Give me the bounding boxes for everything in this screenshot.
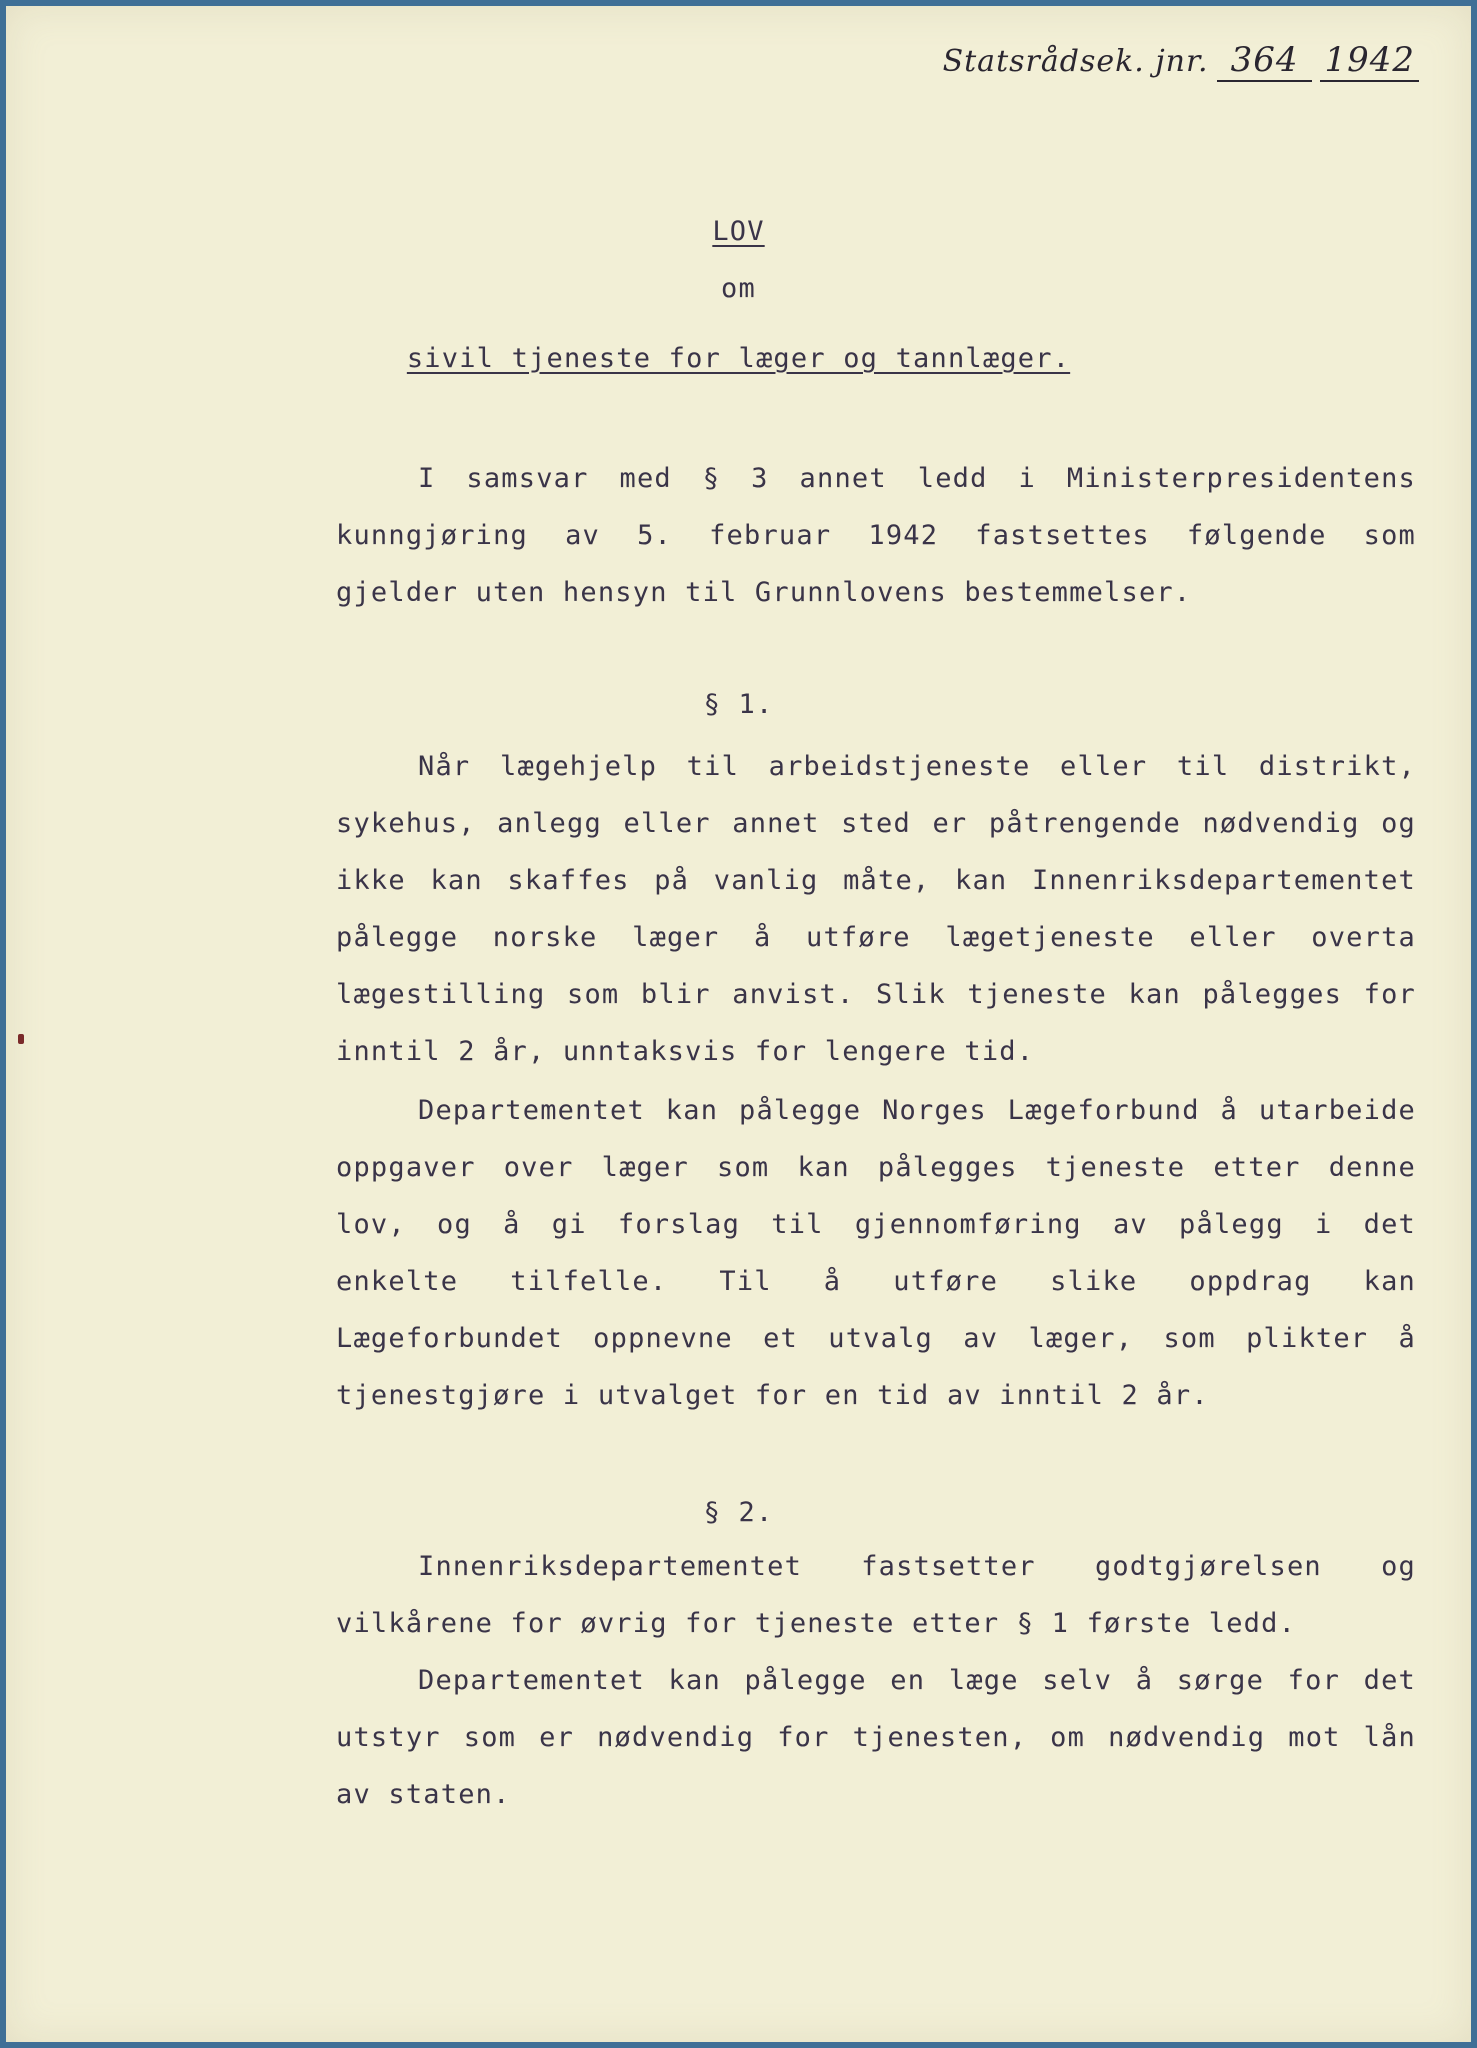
intro-paragraph — [336, 450, 1416, 621]
annotation-year: 1942 — [1320, 40, 1419, 82]
section-2-paragraph-2 — [336, 1652, 1416, 1823]
document-subject: sivil tjeneste for læger og tannlæger. — [406, 343, 1071, 374]
section-1-paragraph-1-text: Når lægehjelp til arbeidstjeneste eller til distrikt, sykehus, anlegg eller annet sted er påtrengende nødvendig og ikke kan skaffes på vanlig måte, kan Innenriksdepartementet pålegge norske læger å utføre lægetjeneste eller overta lægestilling som blir anvist. Slik tjeneste kan pålegges for inntil 2 år, unntaksvis for lengere tid. — [336, 751, 1416, 1067]
section-1-paragraph-2 — [336, 1082, 1416, 1424]
archive-annotation — [943, 40, 1419, 82]
document-title: LOV — [712, 216, 765, 247]
section-2-paragraph-1 — [336, 1538, 1416, 1652]
section-2-heading: § 2. — [703, 1497, 774, 1528]
section-1-paragraph-1 — [336, 738, 1416, 1080]
section-1-heading: § 1. — [703, 689, 774, 720]
annotation-number: 364 — [1217, 40, 1313, 82]
section-2-paragraph-2-text: Departementet kan pålegge en læge selv å sørge for det utstyr som er nødvendig for tjenesten, om nødvendig mot lån av staten. — [336, 1665, 1416, 1810]
document-page — [6, 6, 1471, 2042]
document-subtitle-connector: om — [721, 273, 756, 304]
annotation-label: Statsrådsek. jnr. — [942, 44, 1209, 79]
section-2-paragraph-1-text: Innenriksdepartementet fastsetter godtgjørelsen og vilkårene for øvrig for tjeneste etter § 1 første ledd. — [336, 1551, 1416, 1639]
intro-text: I samsvar med § 3 annet ledd i Ministerpresidentens kunngjøring av 5. februar 1942 fastsettes følgende som gjelder uten hensyn til Grunnlovens bestemmelser. — [336, 463, 1416, 608]
section-1-paragraph-2-text: Departementet kan pålegge Norges Lægeforbund å utarbeide oppgaver over læger som kan pålegges tjeneste etter denne lov, og å gi forslag til gjennomføring av pålegg i det enkelte tilfelle. Til å utføre slike oppdrag kan Lægeforbundet oppnevne et utvalg av læger, som plikter å tjenestgjøre i utvalget for en tid av inntil 2 år. — [336, 1095, 1416, 1411]
staple-mark — [18, 1034, 24, 1044]
